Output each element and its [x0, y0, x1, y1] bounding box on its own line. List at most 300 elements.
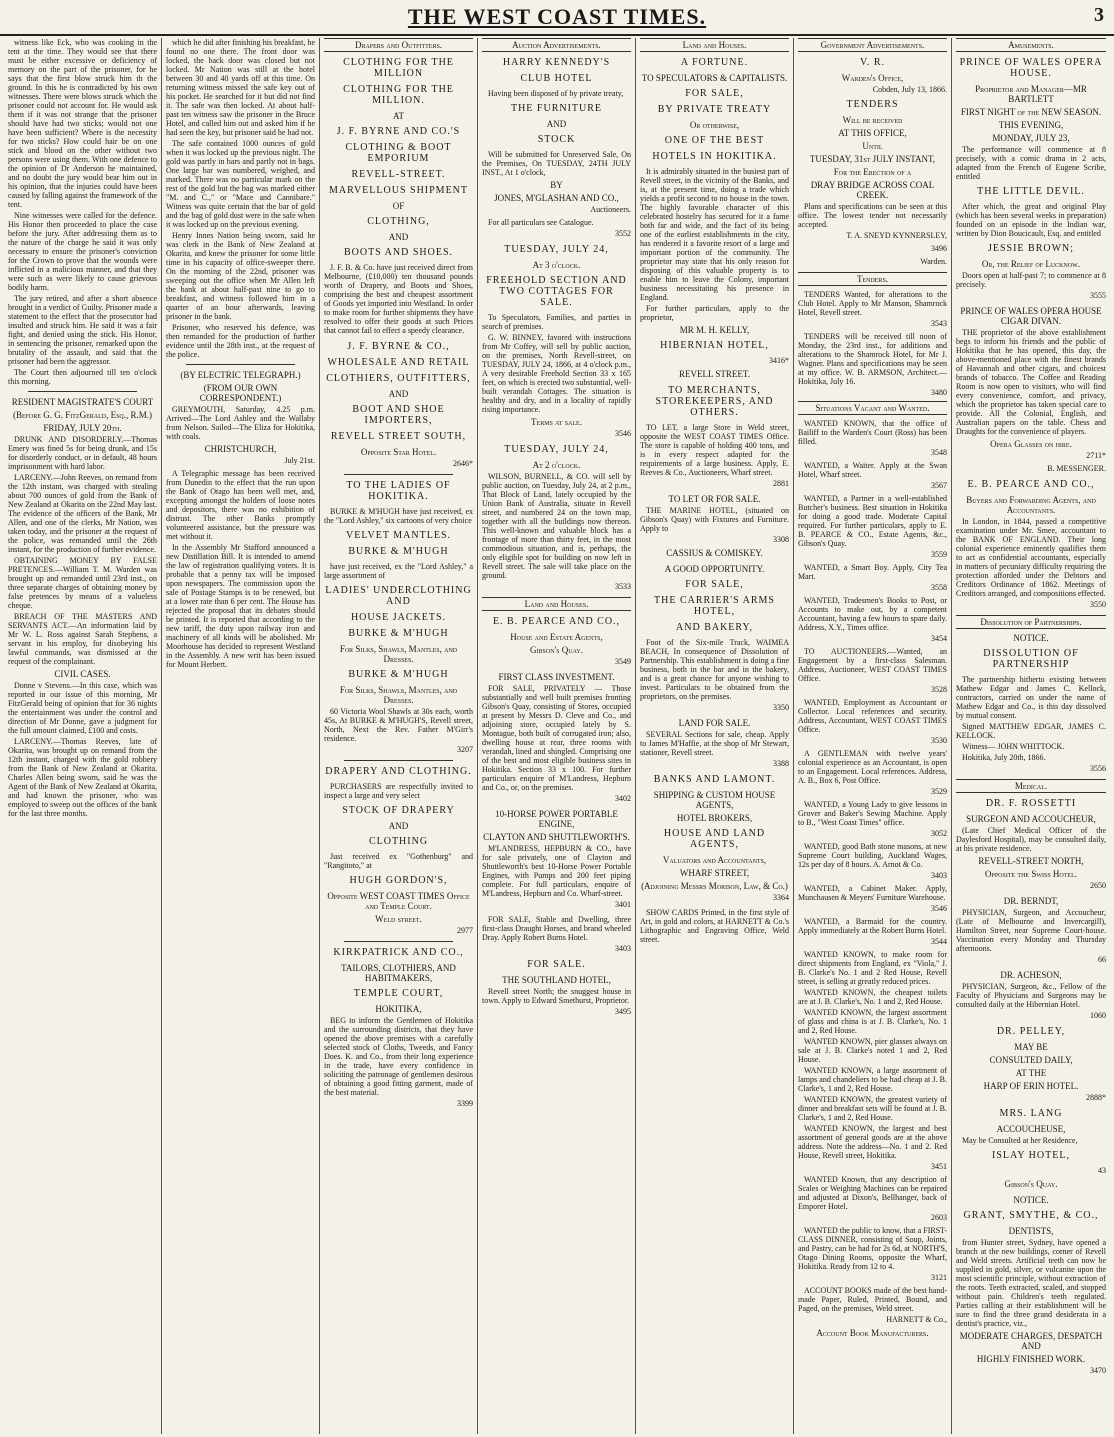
- ad-ref: 43: [1098, 1166, 1106, 1175]
- section-header: Drapers and Outfitters.: [324, 38, 473, 52]
- column-6: [794, 38, 952, 1434]
- ad-line: TEMPLE COURT,: [353, 988, 444, 999]
- ad-line: VELVET MANTLES.: [346, 530, 451, 541]
- ad-ref: 3550: [1090, 600, 1106, 609]
- ad-line: HOTEL BROKERS,: [676, 813, 753, 823]
- ad-line: GRANT, SMYTHE, & CO.,: [963, 1210, 1099, 1221]
- ad-line: REVELL-STREET NORTH,: [978, 856, 1084, 866]
- ad-line: HOUSE AND LAND AGENTS,: [663, 828, 766, 850]
- ad-ref: 3350: [773, 703, 789, 712]
- ad-text: Plans and specifications can be seen at this office. The lowest tender not necessarily accepted.: [798, 202, 947, 229]
- divider: [186, 364, 295, 365]
- section-header: Situations Vacant and Wanted.: [798, 401, 947, 415]
- article-text: The Court then adjourned till ten o'clock this morning.: [8, 368, 157, 386]
- ad-pearce: [482, 616, 631, 666]
- ad-line: Buyers and Forwarding Agents, and Accountants.: [966, 495, 1096, 515]
- article-text: Nine witnesses were called for the defence. His Honor then proceeded to place the case before the jury. After addressing them as to the nature of the charge he said it was only necessary to ensure the prisoner's conviction for the Crown to prove that the wounds were inflicted in a malicious manner, and that they were such as were likely to cause grievous bodily harm.: [8, 211, 157, 292]
- ad-line: TUESDAY, JULY 24,: [504, 444, 609, 455]
- article-text: which he did after finishing his breakfast, he found no one there. The front door was locked, the back door was closed but not locked. Mr Nation was still at the hotel between 30 and 40 yards off at this time. On returning witness missed the safe key out of his pocket. He searched for it but did not find it. The safe was then locked. At about half-past ten witness saw the prisoner in the Bruce Hotel, and called him out and asked him if he had seen the key, but prisoner said he had not.: [166, 38, 315, 137]
- ad-banks-lamont: [640, 774, 789, 902]
- ad-line: AND: [388, 821, 409, 831]
- ad-line: AT THIS OFFICE,: [838, 128, 907, 138]
- ad-line: WHARF STREET,: [679, 868, 750, 878]
- ad-line: REVELL STREET.: [679, 369, 750, 379]
- section-header: Medical.: [956, 779, 1106, 793]
- ad-line: AND: [388, 389, 409, 399]
- ad-engine: [482, 809, 631, 909]
- ad-line: DRAY BRIDGE ACROSS COAL CREEK.: [810, 180, 935, 200]
- ad-text: It is admirably situated in the busiest part of Revell street, in the vicinity of the Banks, and is, at the present time, doing a trade which yields a profit second to no house in the town. The highly favorable character of this celebrated hostelry has secured for it a fame both far and wide, and the fact of its being one of the earliest establishments in the city, has rendered it a favorite resort of a large and important portion of the community. The proprietor may state that his only reason for disposing of this valuable property is to enable him to leave the Colony, important business necessitating his presence in England.: [640, 167, 789, 302]
- ad-line: BURKE & M'HUGH: [348, 628, 449, 639]
- ad-ref: 3454: [931, 634, 947, 643]
- ad-line: FREEHOLD SECTION AND TWO COTTAGES FOR SALE.: [486, 275, 627, 308]
- ad-ref: 3416*: [769, 356, 789, 365]
- ad-text: The partnership hitherto existing between Mathew Edgar and James C. Kellock, contractors, carried on under the name of Mathew Edgar and Co., is this day dissolved by mutual consent.: [956, 675, 1106, 720]
- article-text: OBTAINING MONEY BY FALSE PRETENCES.—William T. M. Warden was brought up and remanded until 23rd inst., on three separate charges of obtaining money by false pretences by means of a valueless cheque.: [8, 556, 157, 610]
- ad-rossetti: [956, 798, 1106, 890]
- ad-line: Account Book Manufacturers.: [816, 1328, 929, 1338]
- ad-text: PURCHASERS are respectfully invited to inspect a large and very select: [324, 782, 473, 800]
- ad-line: CLOTHING & BOOT EMPORIUM: [345, 142, 452, 164]
- ad-line: BOOTS AND SHOES.: [343, 247, 454, 258]
- ad-text: WANTED, a Cabinet Maker. Apply, Munchausen & Meyers' Furniture Warehouse.: [798, 884, 947, 902]
- ad-line: TO SPECULATORS & CAPITALISTS.: [641, 73, 788, 83]
- ad-line: TAILORS, CLOTHIERS, AND HABITMAKERS,: [341, 963, 456, 983]
- ad-line: ONE OF THE BEST: [664, 135, 765, 146]
- ad-ref: 3402: [615, 794, 631, 803]
- divider: [344, 760, 453, 761]
- ad-text: SEVERAL Sections for sale, cheap. Apply to James M'Haffie, at the shop of Mr Stewart, stationer, Revell street.: [640, 730, 789, 757]
- ad-line: Weld street.: [375, 914, 422, 924]
- ad-line: Or otherwise,: [689, 120, 740, 130]
- ad-line: A FORTUNE.: [680, 57, 749, 68]
- ad-line: THIS EVENING,: [998, 120, 1064, 130]
- ad-text: WANTED, Employment as Accountant or Collector. Local references and security. Address, Accountant, WEST COAST TIMES Office.: [798, 698, 947, 734]
- ad-line: HARP OF ERIN HOTEL.: [983, 1081, 1079, 1091]
- ad-line: TO THE LADIES OF HOKITIKA.: [346, 480, 451, 502]
- ad-opera-house: [956, 57, 1106, 300]
- dateline-city: CHRISTCHURCH,: [204, 444, 277, 454]
- ad-line: MONDAY, JULY 23,: [992, 133, 1070, 143]
- ad-line: BURKE & M'HUGH: [348, 669, 449, 680]
- ad-ref: 2650: [1090, 881, 1106, 890]
- ad-line: NOTICE.: [1013, 633, 1049, 643]
- ad-dissolution: [956, 633, 1106, 773]
- ad-text: WANTED, Tradesmen's Books to Post, or Accounts to make out, by a competent Accountant, having a few hours to spare daily. Address, X.Y., Times office.: [798, 596, 947, 632]
- section-header: Auction Advertisements.: [482, 38, 631, 52]
- ad-ref: 3121: [931, 1273, 947, 1282]
- ad-ref: 3207: [457, 745, 473, 754]
- ad-line: AT: [393, 111, 404, 121]
- ad-line: TO LET OR FOR SALE.: [668, 494, 761, 504]
- date-line: FRIDAY, JULY 20th.: [43, 423, 122, 433]
- ad-line: FIRST NIGHT of the NEW SEASON.: [960, 107, 1102, 117]
- ad-line: STOCK: [537, 134, 576, 145]
- ad-text: WANTED, a Barmaid for the country. Apply immediately at the Robert Burns Hotel.: [798, 917, 947, 935]
- ad-line: Opposite WEST COAST TIMES Office and Temple Court.: [327, 891, 470, 911]
- ad-line: AND: [388, 232, 409, 242]
- ad-text: The performance will commence at 8 precisely, with a comic drama in 2 acts, adapted from the French of Eugene Scribe, entitled: [956, 145, 1106, 181]
- ad-text: PHYSICIAN, Surgeon, &c., Fellow of the Faculty of Physicians and Surgeons may be consulted daily at the Hibernian Hotel.: [956, 982, 1106, 1009]
- ad-ref: 3480: [931, 388, 947, 397]
- ad-ref: 2711*: [1086, 451, 1106, 460]
- ad-text: BURKE & M'HUGH have just received, ex the "Lord Ashley," six cartoons of very choice: [324, 507, 473, 525]
- ad-line: For the Erection of a: [833, 167, 912, 177]
- ad-text: Witness— JOHN WHITTOCK.: [962, 742, 1065, 751]
- ad-line: OF: [392, 201, 405, 211]
- ad-line: (Adjoining Messrs Morison, Law, & Co.): [641, 881, 788, 891]
- ad-berndt: [956, 896, 1106, 964]
- ad-text: For further particulars, apply to the proprietor,: [640, 304, 789, 322]
- ad-text: WANTED KNOWN, that the office of Bailiff to the Warden's Court (Ross) has been filled.: [798, 419, 947, 446]
- article-text: witness like Eck, who was cooking in the tent at the time. They would see that there must be either excessive or deficiency of memory on the part of the prisoner, for he says that the first blow struck him th the ground. In this he is contradicted by his own witnesses. There were blows struck which the prisoner could not account for. He would ask them if it was not strange that the prisoner should have had two sticks; would not one have been sufficient? Where is the necessity for two sticks? How could hair be on one stick and blood on the other without two persons were using them. With one defence to the opinion of Dr Anderson he maintained, and no doubt the jury would bear him out in his opinion, that the injuries could have been caused by falling against the framework of the tent.: [8, 38, 157, 209]
- ad-warden-tenders: [798, 57, 947, 266]
- ad-line: Will be received: [842, 115, 903, 125]
- ad-line: J. F. BYRNE AND CO.'S: [336, 126, 461, 137]
- ad-text: TO AUCTIONEERS.—Wanted, an Engagement by a first-class Salesman. Address, Auctioneer, WEST COAST TIMES Office.: [798, 647, 947, 683]
- masthead: [0, 0, 1114, 36]
- ad-text: THE MARINE HOTEL, (situated on Gibson's Quay) with Fixtures and Furniture. Apply to: [640, 506, 789, 533]
- column-1: [4, 38, 162, 1434]
- ad-line: ISLAY HOTEL,: [992, 1150, 1070, 1161]
- ad-cigar-divan: [956, 306, 1106, 473]
- ad-text: 60 Victoria Wool Shawls at 30s each, worth 45s, At BURKE & M'HUGH'S, Revell street, North, Next the Rev. Father M'Girr's residence.: [324, 707, 473, 743]
- ad-line: HOTELS IN HOKITIKA.: [652, 151, 777, 162]
- ad-text: THE proprietor of the above establishment begs to inform his friends and the public of Hokitika that he has opened, this day, the above-mentioned place with the finest brands of Havannah and other cigars, and choicest brands of tobacco. The Coffee and Reading Room is now open to visitors, who will find every convenience, comfort, and privacy, which the proprietor has taken special care to provide. All the Colonial, English, and Australian papers on the table. Chess and Draughts for the convenience of players.: [956, 328, 1106, 436]
- ad-line: House and Estate Agents,: [510, 632, 603, 642]
- ad-stable: [482, 915, 631, 953]
- ad-line: TUESDAY, JULY 24,: [504, 244, 609, 255]
- ad-line: CLUB HOTEL: [520, 73, 593, 84]
- ad-line: Gibson's Quay.: [530, 645, 583, 655]
- ad-line: DR. BERNDT,: [1003, 896, 1059, 906]
- ad-ref: 2977: [457, 926, 473, 935]
- ad-ref: 3549: [615, 657, 631, 666]
- ad-text: WANTED KNOWN, to make room for direct shipments from England, ex "Viola," J. B. Clarke's No. 1 and 2 Red House, Revell street, is selling at greatly reduced prices.: [798, 950, 947, 986]
- ad-ref: 3559: [931, 550, 947, 559]
- ad-ref: 3403: [615, 944, 631, 953]
- columns: [4, 38, 1110, 1434]
- ad-line: THE CARRIER'S ARMS HOTEL,: [654, 595, 775, 617]
- ad-ref: 3567: [931, 481, 947, 490]
- ad-pearce-agents: [956, 479, 1106, 609]
- ad-ref: 3528: [931, 685, 947, 694]
- article-text: In the Assembly Mr Stafford announced a new Distillation Bill. It is intended to amend the law of registration qualifying voters. It is probable that a penny tax will be imposed upon newspapers. The commission upon the sale of Postage Stamps is to be renewed, but at a lower rate than 6 per cent. The House has rejected the proposal that its debates should be printed. It is reported that according to the new tariff, the duty upon railway iron and machinery of all kinds will be abolished. Mr Moorhouse has decided to represent Westland in the Assembly. A new writ has been issued for Mount Herbert.: [166, 543, 315, 669]
- ad-line: STOCK OF DRAPERY: [342, 805, 455, 816]
- ad-ref: 3403: [931, 871, 947, 880]
- column-2: [162, 38, 320, 1434]
- ad-line: HARRY KENNEDY'S: [502, 57, 611, 68]
- ad-ref: 3530: [931, 736, 947, 745]
- ad-text: J. F. B. & Co. have just received direct from Melbourne, (£10,000) ten thousand pounds worth of Drapery, and Boots and Shoes, comprising the best and cheapest assortment of Goods yet imported into Westland. In order to make room for further shipments they have resolved to offer their goods at such Prices that cannot fail to effect a speedy clearance.: [324, 263, 473, 335]
- ad-ref: 3451: [931, 1162, 947, 1171]
- section-heading: RESIDENT MAGISTRATE'S COURT: [11, 397, 154, 407]
- ad-text: TO LET, a large Store in Weld street, opposite the WEST COAST TIMES Office. The store is capable of holding 400 tons, and is in every respect adapted for the requirements of a large business. Apply, E. Reeves & Co., Auctioneers, Wharf street.: [640, 423, 789, 477]
- ad-line: JONES, M'GLASHAN AND CO.,: [494, 193, 619, 203]
- ad-acheson: [956, 970, 1106, 1020]
- column-5: [636, 38, 794, 1434]
- ad-text: Having been disposed of by private treaty,: [488, 89, 624, 98]
- ad-line: FOR SALE.: [527, 959, 586, 970]
- ad-line: HUGH GORDON'S,: [349, 875, 448, 886]
- ad-ref: 3470: [1090, 1366, 1106, 1375]
- ad-text: FOR SALE, PRIVATELY — Those substantially and well built premises fronting Gibson's Quay, consisting of Stores, occupied at present by Messrs D. Cleve and Co., and adjoining store, occupied lately by S. Montague, both built of corrugated iron; also, dwelling house at rear, three rooms with verandah, lined and shingled. Comprising one of the best and most eligible business sites in Hokitika. Section 33 x 100. For further particulars enquire of M'Landress, Hepburn and Co., or, on the premises.: [482, 684, 631, 792]
- ad-text: WANTED Known, that any description of Scales or Weighing Machines can be repaired and adjusted at Dixon's, Bellhanger, back of Emporer Hotel.: [798, 1175, 947, 1211]
- ad-line: V. R.: [859, 57, 886, 68]
- ad-line: CLOTHIERS, OUTFITTERS,: [326, 373, 471, 384]
- ad-line: MR M. H. KELLY,: [679, 325, 750, 335]
- ad-wilson-burnell: [482, 444, 631, 591]
- ad-line: CLOTHING FOR THE MILLION: [343, 57, 454, 79]
- ad-line: E. B. PEARCE AND CO.,: [492, 616, 621, 627]
- dateline-date: July 21st.: [284, 456, 315, 465]
- ad-fortune: [640, 57, 789, 379]
- ad-ref: 3495: [615, 1007, 631, 1016]
- article-text: Prisoner, who reserved his defence, was then remanded for the production of further evidence until the 28th inst., at the request of the police.: [166, 323, 315, 359]
- ad-line: MARVELLOUS SHIPMENT: [328, 185, 469, 196]
- ad-text: WANTED the public to know, that a FIRST-CLASS DINNER, consisting of Soup, Joints, and Pastry, can be had for 2s 6d, at NORTH'S, Otago Dining Rooms, opposite the Wharf, Hokitika. Ready from 12 to 4.: [798, 1226, 947, 1271]
- ad-text: Just received ex "Gothenburg" and "Rangitoto," at: [324, 852, 473, 870]
- ad-line: TUESDAY, 31st JULY INSTANT,: [809, 154, 936, 164]
- divider: [344, 474, 453, 475]
- ad-line: FOR SALE,: [685, 88, 744, 99]
- ad-line: Or, the Relief of Lucknow.: [981, 259, 1081, 269]
- ad-ref: 2646*: [453, 459, 473, 468]
- column-7: [952, 38, 1110, 1434]
- article-text: A Telegraphic message has been received from Dunedin to the effect that the run upon the Bank of Otago has been well met, and, excepting amongst the holders of loose notes and depositors, there was no exhibition of distrust. The other Banks promptly volunteered assistance, but the pressure was met without it.: [166, 469, 315, 541]
- ad-show-cards: [640, 908, 789, 944]
- ad-text: A GENTLEMAN with twelve years' colonial experience as an Accountant, is open to an Engagement. Local references. Address, A. B., Box 6, Post Office.: [798, 749, 947, 785]
- ad-line: J. F. BYRNE & CO.,: [347, 341, 450, 352]
- ad-line: REVELL-STREET.: [351, 169, 446, 180]
- ad-line: DENTISTS,: [1008, 1226, 1054, 1236]
- article-text: The safe contained 1000 ounces of gold when it was locked up the previous night. The gold was partly in bars and partly not in bags. One large bar was numbered, weighed, and marked. There was no particular mark on the rest of the gold but the bag was marked either "M. and C.," or "Mace and Cannibare." Witness was quite certain that the bar of gold and the bag of gold dust were in the safe when it was locked up on the previous evening.: [166, 139, 315, 229]
- ad-line: Auctioneers.: [590, 205, 631, 214]
- ad-line: Opposite the Swiss Hotel.: [984, 869, 1077, 879]
- ad-text: Will be submitted for Unreserved Sale, On the Premises, On TUESDAY, 24TH JULY INST., At 1 o'clock,: [482, 150, 631, 177]
- ad-text: PHYSICIAN, Surgeon, and Accoucheur, (Late of Melbourne and Invercargill), Hamilton Street, near Supreme Court-house. Vaccination every Monday and Thursday afternoons.: [956, 908, 1106, 953]
- ad-ref: 3546: [615, 429, 631, 438]
- ad-text: WANTED KNOWN, the greatest variety of dinner and breakfast sets will be found at J. B. Clarke's, 1 and 2, Red House.: [798, 1095, 947, 1122]
- section-header: Dissolution of Partnerships.: [956, 615, 1106, 629]
- ad-ref: 3364: [773, 893, 789, 902]
- ad-line: AND BAKERY,: [676, 622, 753, 633]
- ad-line: MODERATE CHARGES, DESPATCH AND: [959, 1331, 1103, 1351]
- ad-ref: 3555: [1090, 291, 1106, 300]
- ad-byrne-wholesale: [324, 341, 473, 468]
- ad-ref: 3552: [615, 229, 631, 238]
- ad-line: FOR SALE,: [685, 579, 744, 590]
- ad-line: MRS. LANG: [999, 1108, 1063, 1119]
- ad-line: DRAPERY AND CLOTHING.: [325, 766, 472, 777]
- ad-text: WANTED, a Smart Boy. Apply, City Tea Mart.: [798, 563, 947, 581]
- page-number: 3: [1094, 4, 1104, 26]
- ad-ref: 3548: [931, 448, 947, 457]
- ad-line: JESSIE BROWN;: [987, 243, 1075, 254]
- ad-ref: 2888*: [1086, 1093, 1106, 1102]
- ad-line: 10-HORSE POWER PORTABLE ENGINE,: [495, 809, 618, 829]
- ad-line: BURKE & M'HUGH: [348, 546, 449, 557]
- ad-line: Warden's Office,: [841, 73, 904, 83]
- ad-ref: 3388: [773, 759, 789, 768]
- ad-line: CLOTHING FOR THE MILLION.: [343, 84, 454, 106]
- ad-sign: Warden.: [920, 257, 947, 266]
- ad-line: At 2 o'clock.: [532, 460, 581, 470]
- ad-line: REVELL STREET SOUTH,: [330, 431, 467, 442]
- ad-text: ACCOUNT BOOKS made of the best hand-made Paper, Ruled, Printed, Bound, and Paged, on the premises, Weld street.: [798, 1286, 947, 1313]
- ad-line: At 3 o'clock.: [532, 260, 581, 270]
- ad-byrne-clothing: [324, 57, 473, 335]
- ad-line: LADIES' UNDERCLOTHING AND: [325, 585, 472, 607]
- ad-ref: 3544: [931, 937, 947, 946]
- ad-line: TENDERS: [846, 99, 899, 110]
- ad-line: BY PRIVATE TREATY: [657, 104, 772, 115]
- ad-merchants: [640, 385, 789, 488]
- ad-line: HOUSE JACKETS.: [350, 612, 447, 623]
- ad-line: CONSULTED DAILY,: [989, 1055, 1073, 1065]
- divider: [28, 391, 137, 392]
- ad-text: WANTED, good Bath stone masons, at new Supreme Court building, Auckland Wages, 12s per day of 8 hours. A. Arnot & Co.: [798, 842, 947, 869]
- ad-mrs-lang: [956, 1108, 1106, 1189]
- ad-text: have just received, ex the "Lord Ashley," a large assortment of: [324, 562, 473, 580]
- section-header: Government Advertisements.: [798, 38, 947, 52]
- ad-text: from Hunter street, Sydney, have opened a branch at the new buildings, corner of Revell and Weld streets. Artificial teeth can now be supplied in gold, silver, or vulcanite upon the most scientific principle, without extraction of the roots. Teeth extracted, scaled, and stopped without pain. Children's teeth regulated. Parties calling at their establishment will be sure to find the three grand desiderata in a dentist's practice, viz.,: [956, 1238, 1106, 1328]
- ad-line: CLAYTON AND SHUTTLEWORTH'S.: [483, 832, 630, 842]
- ad-line: LAND FOR SALE.: [678, 718, 751, 728]
- ad-text: TENDERS will be received till noon of Monday, the 23rd inst., for additions and alterations to the Shamrock Hotel, for Mr J. Wagner. Plans and specifications may be seen at my office. W. B. ARMSON, Architect.—Hokitika, July 16.: [798, 332, 947, 386]
- ad-line: THE LITTLE DEVIL.: [977, 186, 1085, 197]
- ad-text: WANTED KNOWN, the cheapest toilets are at J. B. Clarke's, No. 1 and 2, Red House.: [798, 988, 947, 1006]
- ad-investment: [482, 672, 631, 803]
- ad-line: CLOTHING: [368, 836, 429, 847]
- section-header: Land and Houses.: [482, 597, 631, 611]
- ad-dentists: [956, 1195, 1106, 1375]
- column-4: [478, 38, 636, 1434]
- ad-carriers-arms: [640, 564, 789, 712]
- ad-ref: 3558: [931, 583, 947, 592]
- subheading: CIVIL CASES.: [54, 669, 111, 679]
- article-text: DRUNK AND DISORDERLY.—Thomas Emery was fined 5s for being drunk, and 15s for disorderly conduct, or in default, 48 hours imprisonment with hard labor.: [8, 435, 157, 471]
- ad-text: TENDERS Wanted, for alterations to the Club Hotel. Apply to Mr Manson, Shamrock Hotel, Revell street.: [798, 290, 947, 317]
- ad-line: DR. F. ROSSETTI: [985, 798, 1077, 809]
- ad-ref: 3496: [931, 244, 947, 253]
- article-text: BREACH OF THE MASTERS AND SERVANTS ACT.—An information laid by Mr W. L. Ross against Sarah Stephens, a servant in his employ, for disobeying his lawful commands, was dismissed at the request of the complainant.: [8, 612, 157, 666]
- ad-line: HIBERNIAN HOTEL,: [660, 340, 769, 351]
- ad-ref: 3533: [615, 582, 631, 591]
- ad-line: SHIPPING & CUSTOM HOUSE AGENTS,: [653, 790, 776, 810]
- ad-text: Foot of the Six-mile Track, WAIMEA BEACH, In consequence of Dissolution of Partnership. This establishment is doing a fine business, both in the bar and in the bakery, and is a great chance for anyone wishing to invest. Particulars to be obtained from the proprietors, on the premises.: [640, 638, 789, 701]
- ad-text: To Speculators, Families, and parties in search of premises.: [482, 313, 631, 331]
- ad-text: FOR SALE, Stable and Dwelling, three first-class Draught Horses, and brand wheeled Dray. Apply Robert Burns Hotel.: [482, 915, 631, 942]
- ad-text: WANTED KNOWN, a large assortment of lamps and chandeliers to be had cheap at J. B. Clarke's, 1 and 2, Red House.: [798, 1066, 947, 1093]
- ad-line: AND: [546, 119, 567, 129]
- ad-line: MAY BE: [1014, 1042, 1048, 1052]
- ad-line: Gibson's Quay.: [1004, 1179, 1058, 1189]
- ad-land-for-sale: [640, 718, 789, 768]
- ad-text: SHOW CARDS Printed, in the first style of Art, in gold and colors, at HARNETT & Co.'s Lithographic and Engraving Office, Weld street.: [640, 908, 789, 944]
- ad-line: AT THE: [1015, 1068, 1047, 1078]
- ad-line: FIRST CLASS INVESTMENT.: [498, 672, 615, 682]
- ad-text: WILSON, BURNELL, & CO. will sell by public auction, on Tuesday, July 24, at 2 p.m., That Block of Land, lately occupied by the Union Bank of Australia, situate in Revell street, and numbered 24 on the town map, together with all the buildings now thereon. This well-known and valuable block has a frontage of more than thirty feet, in the most commodious situation, and is, perhaps, the only eligible spot for building on now left in Revell street. The sale will take place on the ground.: [482, 472, 631, 580]
- ad-ref: 3529: [931, 787, 947, 796]
- ad-club-hotel: [482, 57, 631, 238]
- ad-text: Revell street North; the snuggest house in town. Apply to Edward Smethurst, Proprietor.: [482, 987, 631, 1005]
- ad-ref: 3308: [773, 535, 789, 544]
- article-text: LARCENY.—John Reeves, on remand from the 12th instant, was charged with stealing about 700 ounces of gold from the Bank of New Zealand at Okarita on the 22nd May last. The evidence of the officers of the Bank, Mr Allen, and one of the clerks, Mr Nation, was taken today, and the prisoner at the request of the police, was remanded until the 26th instant, for the production of further evidence.: [8, 473, 157, 554]
- section-heading: (BY ELECTRIC TELEGRAPH.): [180, 370, 301, 380]
- ad-ref: 3546: [931, 904, 947, 913]
- ad-sign: T. A. SNEYD KYNNERSLEY,: [846, 231, 947, 240]
- ad-marine-hotel: [640, 494, 789, 558]
- ad-line: Cobden, July 13, 1866.: [872, 85, 947, 94]
- article-text: The jury retired, and after a short absence brought in a verdict of Guilty. Prisoner made a statement to the effect that the prosecutor had insulted and struck him. He said it was a fair fight, and denied using the stick. His Honor, in sentencing the prisoner, remarked upon the brutality of the assault, and said that the prisoner had been the aggressor.: [8, 294, 157, 366]
- ad-text: WANTED KNOWN, pier glasses always on sale at J. B. Clarke's noted 1 and 2, Red House.: [798, 1037, 947, 1064]
- section-header: Tenders.: [798, 272, 947, 286]
- ad-pelley: [956, 1026, 1106, 1102]
- ad-text: WANTED KNOWN, the largest and best assortment of general goods are at the above address. Note the address—No. 1 and 2. Red House, Revell street, Hokitika.: [798, 1124, 947, 1160]
- ad-line: A GOOD OPPORTUNITY.: [664, 564, 765, 574]
- newspaper-title: THE WEST COAST TIMES.: [407, 4, 707, 29]
- ad-ref: 2881: [773, 479, 789, 488]
- ad-ref: 1060: [1090, 1011, 1106, 1020]
- subheading: (Before G. G. FitzGerald, Esq., R.M.): [12, 410, 152, 420]
- ad-kirkpatrick: [324, 947, 473, 1108]
- ad-text: BEG to inform the Gentlemen of Hokitika and the surrounding districts, that they have opened the above premises with a carefully selected stock of Cloths, Tweeds, and Fancy Does. K. and Co., from their long experience in the trade, have every confidence in soliciting the patronage of gentlemen desirous of obtaining a good fitting garment, made of the best material.: [324, 1016, 473, 1097]
- ad-line: TO MERCHANTS, STOREKEEPERS, AND OTHERS.: [655, 385, 774, 418]
- ad-line: BOOT AND SHOE IMPORTERS,: [352, 404, 445, 426]
- ad-ref: 3556: [1090, 764, 1106, 773]
- article-text: Henry Innes Nation being sworn, said he was clerk in the Bank of New Zealand at Okarita, and knew the prisoner for some little time in his capacity of office-sweeper there. On the morning of the 22nd, prisoner was sweeping out the office when Mr Allen left the bank at about half-past nine to go to breakfast, and witness followed him in a quarter of an hour afterwards, leaving prisoner in the bank.: [166, 231, 315, 321]
- ad-line: KIRKPATRICK AND CO.,: [333, 947, 464, 958]
- ad-sign: B. MESSENGER.: [1047, 464, 1106, 473]
- ad-text: WANTED KNOWN, the largest assortment of glass and china is at J. B. Clarke's, No. 1 and 2, Red House.: [798, 1008, 947, 1035]
- ad-line: BY: [550, 180, 563, 190]
- ad-text: G. W. BINNEY, favored with instructions from Mr Coffey, will sell by public auction, on the premises, North Revell-street, on TUESDAY, JULY 24, 1866, at 4 o'clock p.m., A very desirable Freehold Section 33 x 165 feet, on which is erected two substantial, well-built verandah Cottages. The situation is healthy and dry, and in a locality of rapidly rising importance.: [482, 333, 631, 414]
- ad-line: DR. ACHESON,: [1000, 970, 1062, 980]
- ad-line: NOTICE.: [1013, 1195, 1049, 1205]
- ad-line: For Silks, Shawls, Mantles, and Dresses.: [339, 644, 458, 664]
- ad-ref: 3399: [457, 1099, 473, 1108]
- ad-ref: 3543: [931, 319, 947, 328]
- ad-line: Proprietor and Manager—MR BARTLETT: [975, 84, 1087, 104]
- ad-line: CASSIUS & COMISKEY.: [666, 548, 763, 558]
- ad-line: WHOLESALE AND RETAIL: [327, 357, 470, 368]
- article-text: GREYMOUTH, Saturday, 4.25 p.m. Arrived—The Lord Ashley and the Wallaby from Nelson. Sailed—The Eliza for Hokitika, with coals.: [166, 405, 315, 441]
- ad-ref: 66: [1098, 955, 1106, 964]
- section-header: Land and Houses.: [640, 38, 789, 52]
- ad-text: For all particulars see Catalogue.: [488, 218, 594, 227]
- ad-line: For Silks, Shawls, Mantles, and Dresses.: [339, 685, 458, 705]
- ad-line: THE FURNITURE: [510, 103, 603, 114]
- ad-ref: 2603: [931, 1213, 947, 1222]
- column-3: [320, 38, 478, 1434]
- article-text: Donne v Stevens.—In this case, which was reported in our issue of this morning, Mr FitzGerald being of opinion that for 36 nights the entertainment was under the control and direction of Mr Donne, gave a judgment for the full amount claimed, £100 and costs.: [8, 681, 157, 735]
- ad-text: M'LANDRESS, HEPBURN & CO., have for sale privately, one of Clayton and Shuttleworth's best 10-Horse Power Portable Engines, with Pumps and 200 feet piping complete. For full particulars, enquire of M'Landress, Hepburn and Co. Wharf-street.: [482, 844, 631, 898]
- ad-line: ACCOUCHEUSE,: [996, 1124, 1066, 1134]
- section-header: Amusements.: [956, 38, 1106, 52]
- ad-line: HIGHLY FINISHED WORK.: [976, 1354, 1086, 1364]
- ad-southland-hotel: [482, 959, 631, 1016]
- ad-text: Hokitika, July 20th, 1866.: [962, 753, 1046, 762]
- ad-text: In London, in 1844, passed a competitive examination under Mr. Smee, accountant to the BANK OF ENGLAND. Their long colonial experience eminently qualifies them to act as confidential accountants, especially in matters of pecuniary difficulty requiring the protection afforded under the Debtors and Creditors Ordinance of 1862. Meetings of Creditors arranged, and compositions effected.: [956, 517, 1106, 598]
- ad-text: WANTED, a Waiter. Apply at the Swan Hotel, Wharf street.: [798, 461, 947, 479]
- ad-text: WANTED, a Young Lady to give lessons in Grover and Baker's Sewing Machine. Apply to B., "West Coast Times" office.: [798, 800, 947, 827]
- ad-line: E. B. PEARCE AND CO.,: [967, 479, 1095, 490]
- ad-line: THE SOUTHLAND HOTEL,: [502, 975, 611, 985]
- subheading: (FROM OUR OWN CORRESPONDENT.): [199, 383, 282, 403]
- ad-line: PRINCE OF WALES OPERA HOUSE.: [959, 57, 1103, 79]
- ad-ref: 3401: [615, 900, 631, 909]
